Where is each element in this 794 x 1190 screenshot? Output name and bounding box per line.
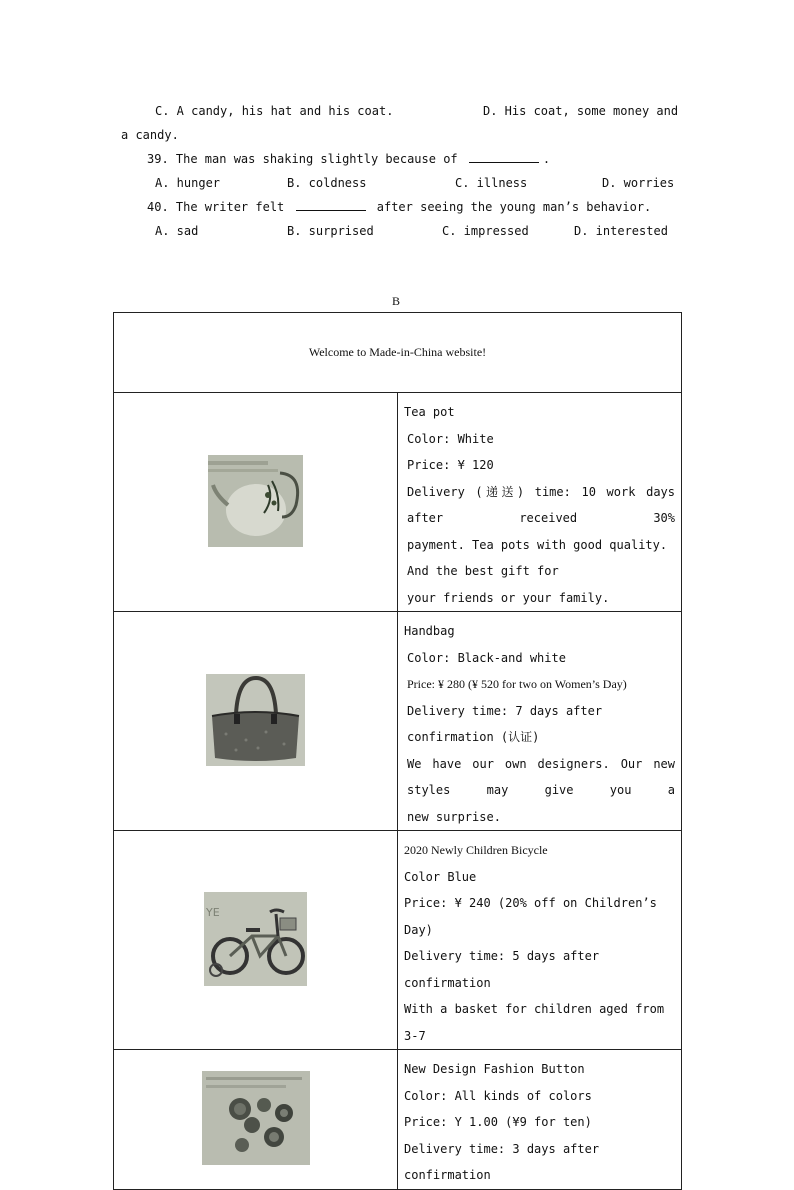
product-color: Color: All kinds of colors bbox=[404, 1088, 592, 1103]
buttons-photo bbox=[202, 1071, 310, 1165]
q38-option-d-cont: a candy. bbox=[121, 128, 179, 142]
q39-option-a: A. hunger bbox=[155, 176, 221, 190]
q40-blank bbox=[296, 200, 366, 211]
product-row-handbag bbox=[114, 612, 682, 831]
handbag-photo bbox=[206, 674, 305, 766]
q39-option-b: B. coldness bbox=[287, 176, 367, 190]
q39-end: . bbox=[542, 152, 551, 166]
product-delivery-line-3: your friends or your family. bbox=[407, 590, 610, 605]
svg-text:YE: YE bbox=[206, 905, 220, 919]
q40-stem-start: 40. The writer felt bbox=[147, 200, 285, 214]
welcome-cell bbox=[114, 313, 682, 393]
q38-option-d: D. His coat, some money and bbox=[483, 104, 679, 118]
section-letter: B bbox=[392, 294, 401, 308]
product-name: Handbag bbox=[404, 624, 455, 638]
bicycle-photo bbox=[204, 892, 307, 986]
product-image-cell bbox=[114, 393, 398, 612]
teapot-photo bbox=[208, 455, 303, 547]
product-price: Price: ¥ 240 (20% off on Children’s Day) bbox=[404, 896, 657, 937]
q40-stem-line bbox=[147, 200, 651, 214]
q40-option-b: B. surprised bbox=[287, 224, 374, 238]
product-name: New Design Fashion Button bbox=[404, 1062, 585, 1076]
product-price: Price: Y 1.00 (¥9 for ten) bbox=[404, 1115, 592, 1129]
product-note: With a basket for children aged from 3-7 bbox=[404, 1002, 665, 1043]
q40-option-c: C. impressed bbox=[442, 224, 529, 238]
q39-blank bbox=[469, 152, 539, 163]
welcome-text: Welcome to Made-in-China website! bbox=[308, 345, 487, 359]
product-table bbox=[113, 312, 682, 1190]
product-row-teapot bbox=[114, 393, 682, 612]
product-delivery-line-1: Delivery (递送) time: 10 work days after received 30% bbox=[407, 484, 675, 525]
product-description-bicycle bbox=[398, 831, 682, 1050]
q40-option-d: D. interested bbox=[574, 224, 668, 238]
product-name: 2020 Newly Children Bicycle bbox=[404, 843, 548, 857]
product-description-teapot bbox=[398, 393, 682, 612]
q40-stem-end: after seeing the young man’s behavior. bbox=[376, 200, 652, 214]
product-row-bicycle bbox=[114, 831, 682, 1050]
product-delivery: Delivery time: 7 days after confirmation (认证) bbox=[407, 703, 603, 744]
q39-option-d: D. worries bbox=[602, 176, 675, 190]
product-image-cell bbox=[114, 612, 398, 831]
q38-option-c: C. A candy, his hat and his coat. bbox=[155, 104, 394, 118]
product-description-handbag bbox=[398, 612, 682, 831]
product-image-cell bbox=[114, 1050, 398, 1190]
product-note-line-2: new surprise. bbox=[407, 809, 501, 824]
product-color: Color: White bbox=[407, 431, 494, 446]
q39-stem-line bbox=[147, 152, 550, 166]
q39-stem: 39. The man was shaking slightly because of bbox=[147, 152, 458, 166]
product-delivery-line-2: payment. Tea pots with good quality. And the best gift for bbox=[407, 537, 668, 578]
product-color: Color Blue bbox=[404, 869, 477, 884]
product-price: Price: ¥ 280 (¥ 520 for two on Women’s Day) bbox=[407, 677, 627, 691]
product-name: Tea pot bbox=[404, 405, 455, 419]
product-color: Color: Black-and white bbox=[407, 650, 566, 665]
product-delivery: Delivery time: 3 days after confirmation bbox=[404, 1141, 600, 1182]
q39-option-c: C. illness bbox=[455, 176, 528, 190]
product-price: Price: ¥ 120 bbox=[407, 458, 494, 472]
product-note-line-1: We have our own designers. Our new styles may give you a bbox=[407, 756, 675, 797]
product-description-buttons bbox=[398, 1050, 682, 1190]
product-delivery: Delivery time: 5 days after confirmation bbox=[404, 949, 600, 990]
q40-option-a: A. sad bbox=[155, 224, 199, 238]
product-image-cell bbox=[114, 831, 398, 1050]
product-row-buttons bbox=[114, 1050, 682, 1190]
